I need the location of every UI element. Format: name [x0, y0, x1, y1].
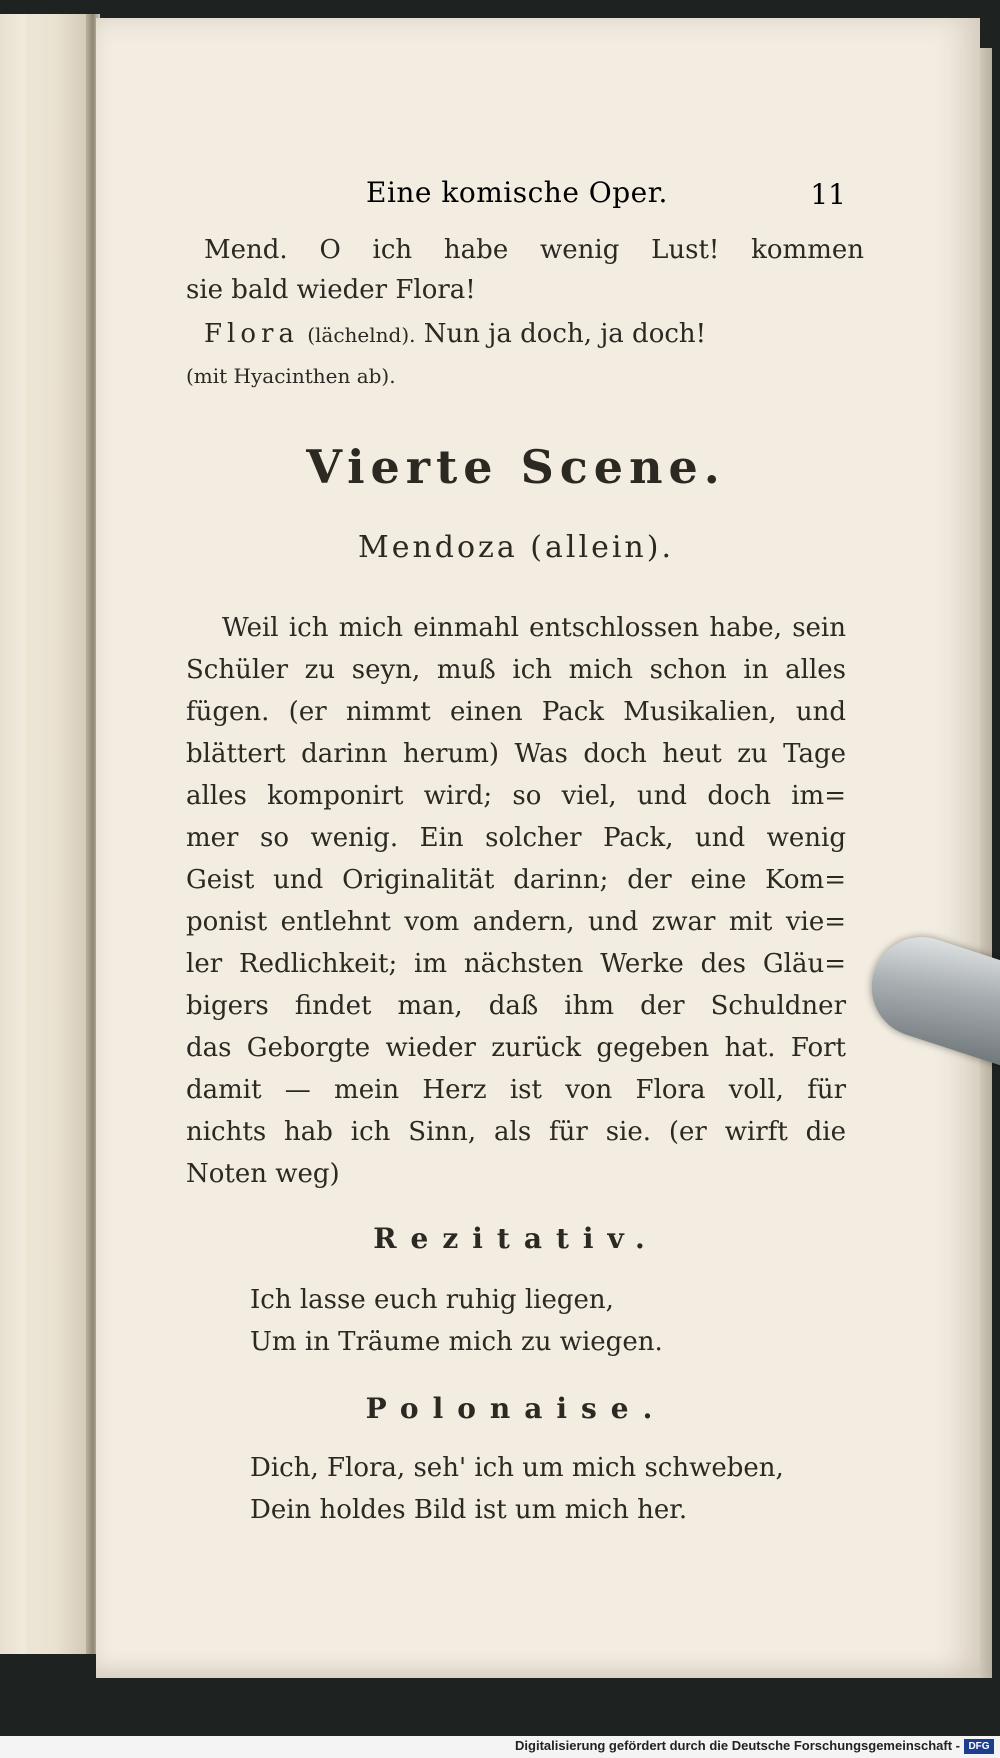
- running-head: [186, 176, 846, 216]
- dialogue-line: [204, 314, 706, 355]
- facing-page-edge: [0, 14, 26, 1654]
- verse-line: Dich, Flora, seh' ich um mich schweben,: [250, 1453, 784, 1483]
- verse-line: Ich lasse euch ruhig liegen,: [250, 1285, 614, 1315]
- section-heading: Polonaise.: [365, 1392, 667, 1425]
- dfg-logo-icon: DFG: [964, 1739, 994, 1754]
- character-heading: Mendoza (allein).: [358, 530, 674, 565]
- text-line: sie bald wieder Flora!: [186, 275, 476, 305]
- text-line: das Geborgte wieder zurück gegeben hat. Fort: [186, 1033, 846, 1063]
- text-line: damit — mein Herz ist von Flora voll, für: [186, 1075, 846, 1105]
- text-line: bigers findet man, daß ihm der Schuldner: [186, 991, 846, 1021]
- stage-direction: (lächelnd).: [307, 323, 416, 347]
- speaker-name: Flora: [204, 319, 299, 349]
- footer-credit: Digitalisierung gefördert durch die Deutsche Forschungsgemeinschaft -: [515, 1738, 960, 1753]
- page-number: 11: [810, 178, 846, 211]
- dialogue-text: Nun ja doch, ja doch!: [423, 319, 707, 349]
- text-line: Noten weg): [186, 1159, 340, 1189]
- text-line: ponist entlehnt vom andern, und zwar mit vie=: [186, 907, 846, 937]
- text-line: mer so wenig. Ein solcher Pack, und wenig: [186, 823, 846, 853]
- text-line: Schüler zu seyn, muß ich mich schon in alles: [186, 655, 846, 685]
- stage-direction: (mit Hyacinthen ab).: [186, 364, 396, 388]
- scene-heading: Vierte Scene.: [306, 440, 726, 494]
- section-heading: Rezitativ.: [373, 1222, 659, 1255]
- verse-line: Dein holdes Bild ist um mich her.: [250, 1495, 688, 1525]
- text-line: blättert darinn herum) Was doch heut zu Tage: [186, 739, 846, 769]
- running-title: Eine komische Oper.: [366, 176, 668, 209]
- text-line: Geist und Originalität darinn; der eine Kom=: [186, 865, 846, 895]
- text-line: nichts hab ich Sinn, als für sie. (er wirft die: [186, 1117, 846, 1147]
- text-line: Mend. O ich habe wenig Lust! kommen: [204, 235, 864, 265]
- text-line: ler Redlichkeit; im nächsten Werke des Gläu=: [186, 949, 846, 979]
- text-line: Weil ich mich einmahl entschlossen habe, sein: [222, 613, 846, 643]
- text-line: alles komponirt wird; so viel, und doch im=: [186, 781, 846, 811]
- verse-line: Um in Träume mich zu wiegen.: [250, 1327, 663, 1357]
- text-line: fügen. (er nimmt einen Pack Musikalien, und: [186, 697, 846, 727]
